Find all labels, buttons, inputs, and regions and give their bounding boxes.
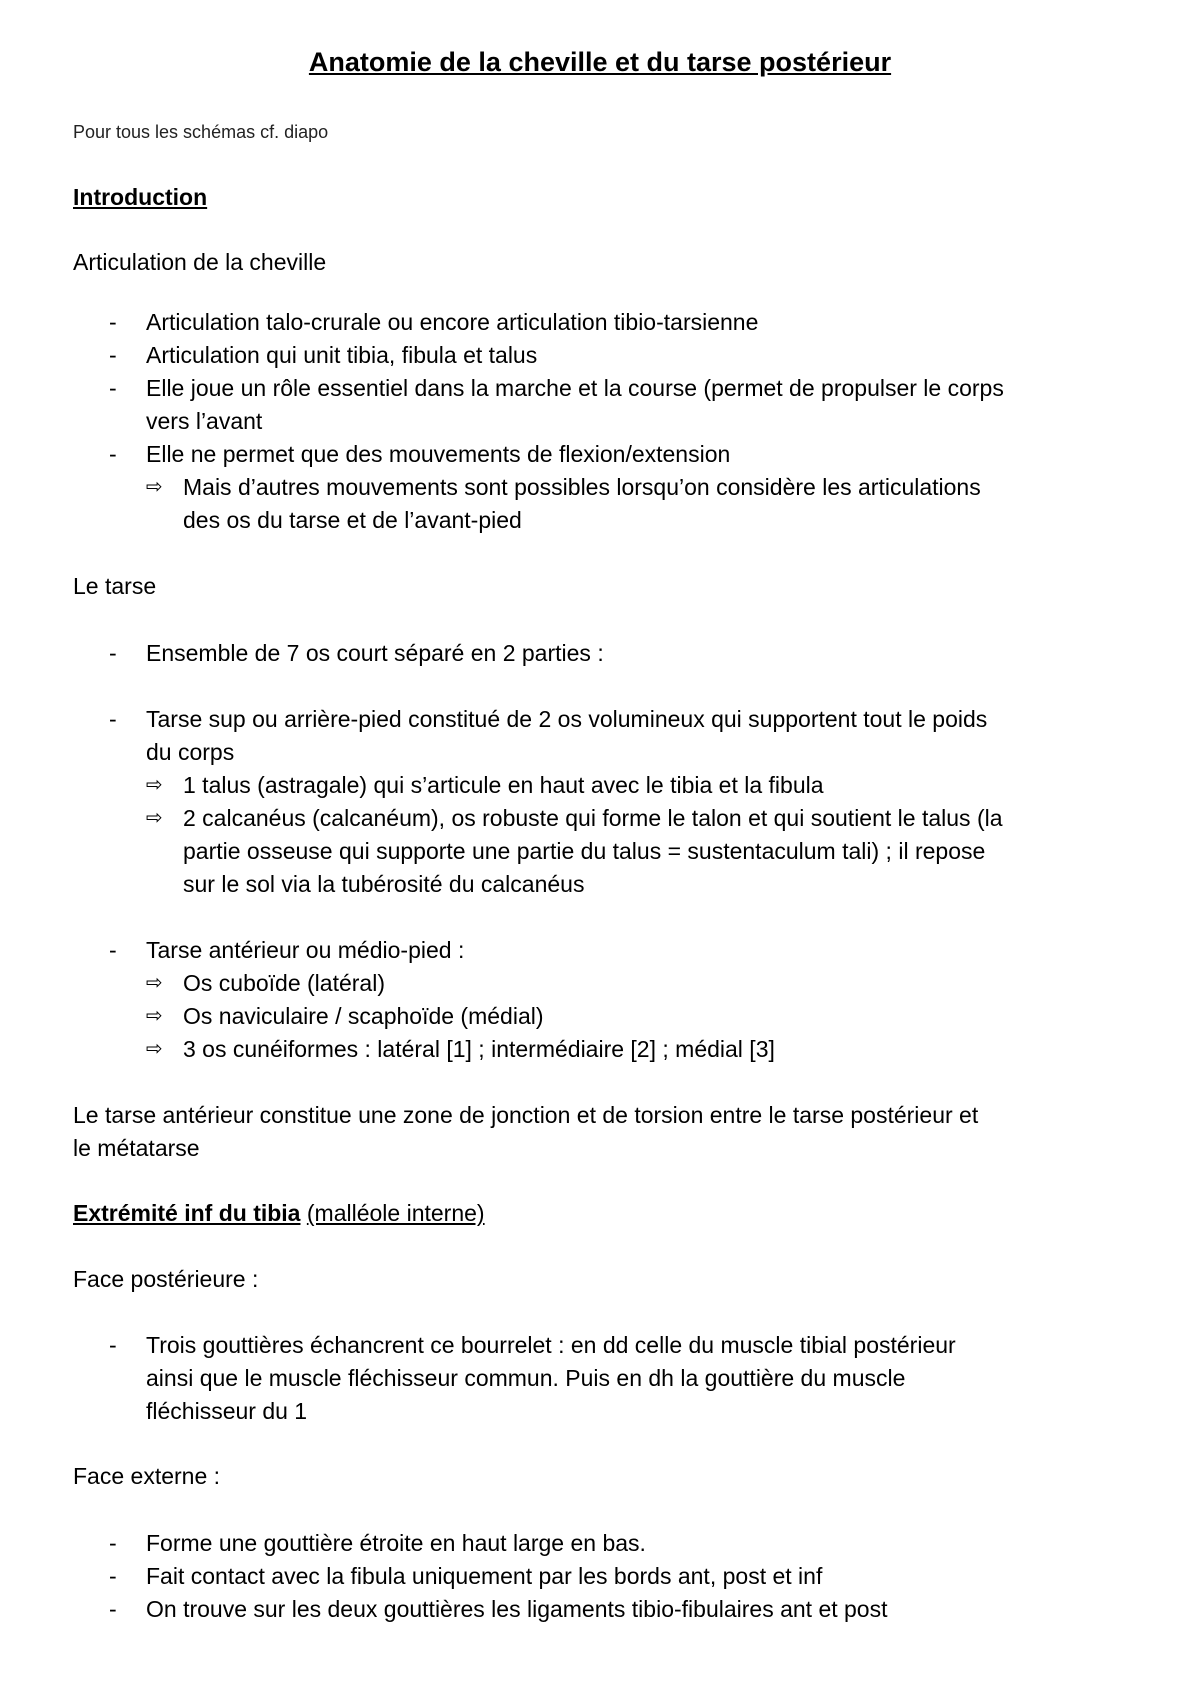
subtitle-posterior-face: Face postérieure :	[73, 1266, 259, 1292]
sub-list-item-continuation: des os du tarse et de l’avant-pied	[183, 507, 522, 533]
section-heading-introduction: Introduction	[73, 184, 208, 210]
list-item: Forme une gouttière étroite en haut large en bas.	[146, 1530, 646, 1556]
list-item: Tarse sup ou arrière-pied constitué de 2 os volumineux qui supportent tout le poids	[146, 706, 988, 732]
bullet-dash: -	[109, 1596, 117, 1622]
bullet-dash: -	[109, 309, 117, 335]
list-item-continuation: ainsi que le muscle fléchisseur commun. Puis en dh la gouttière du muscle	[146, 1365, 906, 1391]
subtitle-ankle-joint: Articulation de la cheville	[73, 249, 327, 275]
sub-list-item: Os naviculaire / scaphoïde (médial)	[183, 1003, 544, 1029]
sub-list-item: 2 calcanéus (calcanéum), os robuste qui forme le talon et qui soutient le talus (la	[183, 805, 1003, 831]
list-item: On trouve sur les deux gouttières les ligaments tibio-fibulaires ant et post	[146, 1596, 888, 1622]
bullet-dash: -	[109, 640, 117, 666]
list-item: Elle ne permet que des mouvements de flexion/extension	[146, 441, 731, 467]
bullet-dash: -	[109, 937, 117, 963]
paragraph-line: Le tarse antérieur constitue une zone de jonction et de torsion entre le tarse postérieur et	[73, 1102, 979, 1128]
list-item: Fait contact avec la fibula uniquement par les bords ant, post et inf	[146, 1563, 823, 1589]
list-item: Articulation talo-crurale ou encore articulation tibio-tarsienne	[146, 309, 759, 335]
sub-list-item: Mais d’autres mouvements sont possibles lorsqu’on considère les articulations	[183, 474, 981, 500]
sub-list-item: Os cuboïde (latéral)	[183, 970, 385, 996]
bullet-dash: -	[109, 1563, 117, 1589]
sub-list-item: 3 os cunéiformes : latéral [1] ; intermédiaire [2] ; médial [3]	[183, 1036, 775, 1062]
list-item: Tarse antérieur ou médio-pied :	[146, 937, 465, 963]
list-item-continuation: fléchisseur du 1	[146, 1398, 308, 1424]
bullet-dash: -	[109, 342, 117, 368]
list-item-continuation: du corps	[146, 739, 235, 765]
sub-list-item-continuation: sur le sol via la tubérosité du calcanéus	[183, 871, 585, 897]
list-item: Articulation qui unit tibia, fibula et talus	[146, 342, 538, 368]
sub-list-item: 1 talus (astragale) qui s’articule en haut avec le tibia et la fibula	[183, 772, 824, 798]
list-item-continuation: vers l’avant	[146, 408, 263, 434]
arrow-bullet-icon: ⇨	[146, 1038, 163, 1060]
heading-main: Extrémité inf du tibia	[73, 1200, 301, 1226]
bullet-dash: -	[109, 1530, 117, 1556]
arrow-bullet-icon: ⇨	[146, 972, 163, 994]
arrow-bullet-icon: ⇨	[146, 476, 163, 498]
section-heading-tibia	[73, 1197, 485, 1230]
list-item: Ensemble de 7 os court séparé en 2 parties :	[146, 640, 604, 666]
arrow-bullet-icon: ⇨	[146, 774, 163, 796]
list-item: Trois gouttières échancrent ce bourrelet : en dd celle du muscle tibial postérieur	[146, 1332, 956, 1358]
bullet-dash: -	[109, 375, 117, 401]
arrow-bullet-icon: ⇨	[146, 1005, 163, 1027]
bullet-dash: -	[109, 1332, 117, 1358]
heading-parenthetical: (malléole interne)	[306, 1200, 485, 1226]
subtitle-external-face: Face externe :	[73, 1463, 221, 1489]
schema-note: Pour tous les schémas cf. diapo	[73, 122, 329, 142]
bullet-dash: -	[109, 441, 117, 467]
list-item: Elle joue un rôle essentiel dans la marche et la course (permet de propulser le corps	[146, 375, 1004, 401]
sub-list-item-continuation: partie osseuse qui supporte une partie du talus = sustentaculum tali) ; il repose	[183, 838, 986, 864]
subtitle-tarsus: Le tarse	[73, 573, 157, 599]
arrow-bullet-icon: ⇨	[146, 807, 163, 829]
bullet-dash: -	[109, 706, 117, 732]
paragraph-line: le métatarse	[73, 1135, 200, 1161]
page-title: Anatomie de la cheville et du tarse postérieur	[308, 47, 892, 77]
